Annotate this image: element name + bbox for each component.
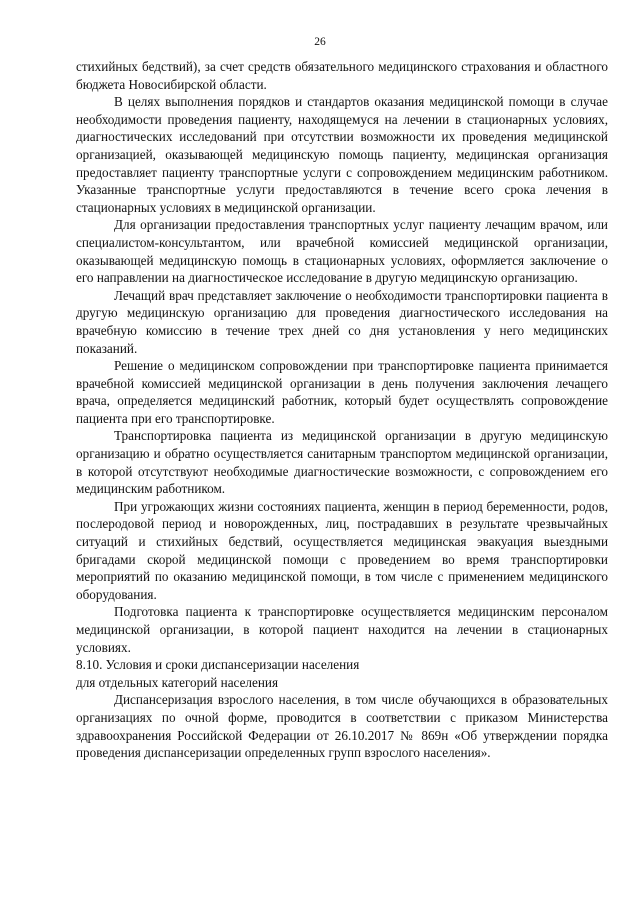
page-number: 26: [314, 36, 326, 48]
paragraph: Решение о медицинском сопровождении при транспортировке пациента принимается врачебной комиссией медицинской организации в день получения заключения лечащего врача, определяется медицинский работник, который будет осуществлять сопровождение пациента при его транспортировке.: [76, 358, 608, 426]
section-heading: [76, 656, 608, 691]
section-heading-line2: для отдельных категорий населения: [76, 674, 279, 690]
paragraph: Для организации предоставления транспортных услуг пациенту лечащим врачом, или специалистом-консультантом, или врачебной комиссией медицинской организации, оказывающей медицинскую помощь в стационарных условиях, оформляется заключение о его направлении на диагностическое исследование в другую медицинскую организацию.: [76, 217, 608, 286]
section-heading-line1: 8.10. Условия и сроки диспансеризации населения: [76, 657, 360, 673]
paragraph: В целях выполнения порядков и стандартов оказания медицинской помощи в случае необходимости проведения пациенту, находящемуся на лечении в стационарных условиях, диагностических исследований при отсутствии возможности их проведения медицинской организацией, оказывающей медицинскую помощь пациенту, медицинская организация предоставляет пациенту транспортные услуги с сопровождением медицинским работником. Указанные транспортные услуги предоставляются в течение всего срока лечения в стационарных условиях в медицинской организации.: [76, 94, 608, 215]
closing-paragraph: Диспансеризация взрослого населения, в том числе обучающихся в образовательных организациях по очной форме, проводится в соответствии с приказом Министерства здравоохранения Российской Федерации от 26.10.2017 № 869н «Об утверждении порядка проведения диспансеризации определенных групп взрослого населения».: [76, 692, 608, 761]
paragraph: Лечащий врач представляет заключение о необходимости транспортировки пациента в другую медицинскую организацию для проведения диагностического исследования на врачебную комиссию в течение трех дней со дня установления у него медицинских показаний.: [76, 287, 608, 356]
paragraph: стихийных бедствий), за счет средств обязательного медицинского страхования и областного бюджета Новосибирской области.: [76, 59, 608, 92]
paragraph: Транспортировка пациента из медицинской организации в другую медицинскую организацию и обратно осуществляется санитарным транспортом медицинской организации, в которой отсутствуют необходимые диагностические возможности, с сопровождением его медицинским работником.: [76, 428, 608, 497]
paragraph: При угрожающих жизни состояниях пациента, женщин в период беременности, родов, послеродовой период и новорожденных, лиц, пострадавших в результате чрезвычайных ситуаций и стихийных бедствий, осуществляется медицинская эвакуация выездными бригадами скорой медицинской помощи с проведением во время транспортировки мероприятий по оказанию медицинской помощи, в том числе с применением медицинского оборудования.: [76, 498, 608, 602]
document-body: [76, 58, 608, 762]
paragraph: Подготовка пациента к транспортировке осуществляется медицинским персоналом медицинской организации, в которой пациент находится на лечении в стационарных условиях.: [76, 604, 608, 655]
